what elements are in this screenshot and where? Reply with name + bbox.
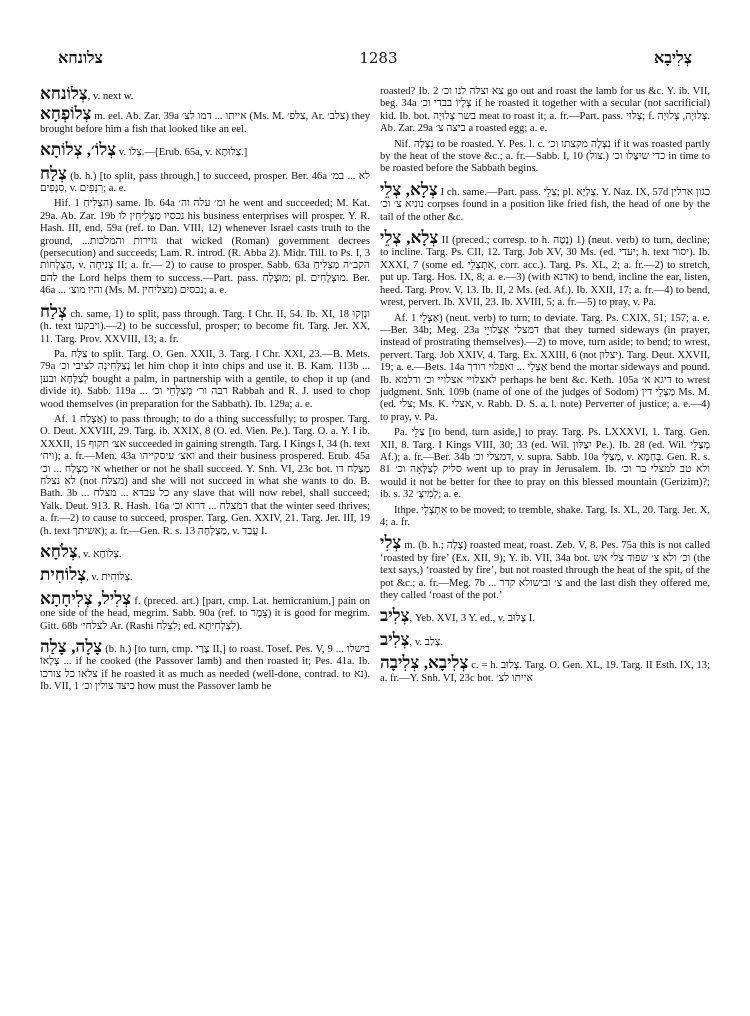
entry-definition: Nif. נִצְלָה to be roasted. Y. Pes. l. c. נִצְלָה מקצתו וכ׳ if it was roasted partly by the heat of the stove &c.; a. fr.—Sabb. I, 10 (צול.) כדי שיִצָּלוּ וכ׳ in time to be roasted before the Sabbath begins. [380,138,710,175]
entry-definition: I ch. same.—Part. pass. צְלֵי; pl. צְלַיָּא. Y. Naz. IX, 57d כגון ארלין נוניא צ׳ וכ׳ corpses found in a position like fried fish, the head of one by the tail of the other &c. [380,186,710,223]
dictionary-entry [380,655,710,685]
dictionary-entry [40,639,370,694]
dictionary-entry [380,608,710,625]
dictionary-entry [380,86,710,136]
entry-headword: צְלַח [40,301,67,321]
dictionary-entry [40,301,370,346]
entry-headword: צְלָא, צְלֵי [380,228,439,248]
entry-definition: Af. אַצְלַח 1) to pass through; to do a thing successfully; to prosper. Targ. O. Deut. XXVIII, 29. Targ. ib. XXIX, 8 (O. ed. Vien. Pe.). Targ. O. a. Y. I ib. XXXII, 15 אצ׳ תקוף succeeded in gaining strength. Targ. I Kings I, 34 (h. text ויח׳); a. fr.—Men. 43a ואצ׳ עיסקייהו and their business prospered. Erub. 45a אי מַצְלַח ... וכ׳ whether or not he shall succeed. Y. Snh. VI, 23c bot. מַצְלַח דו לא נצלח (not מצלח) and she will not succeed in what she wants to do. B. Bath. 3b ... כל עבדא ... מצלח any slave that will now rebel, shall succeed; Yalk. Deut. 913. R. Hash. 16a דמצלח ... דרוא וכ׳ that the winter seed thrives; a. fr.—2) to cause to succeed, prosper. Targ. Gen. XXIV, 21. Targ. Jer. III, 19 (h. text אשיתך); a. fr.—Gen. R. s. 13 מַצְלְחָה, v. עֲבַד I. [40,413,370,537]
dictionary-entry [40,544,370,561]
entry-headword: צְלוֹחִית [40,565,87,585]
entry-definition: , v. צְלוֹחִית. [86,572,133,584]
entry-definition: Hif. הִצְלִיחַ 1) same. Ib. 64a ומ׳ עלה וה׳ he went and succeeded; M. Kat. 29a. Ab. Zar. 19b נכסיו מַצְלִיחִין לו his business enterprises will prosper. Y. R. Hash. III, end, 59a (ref. to Dan. VIII, 12) whenever Israel casts truth to the ground, ...גזירות והמלכות that wicked (Roman) government decrees (persecution) and succeeds; Lam. R. introd. (R. Abba 2). Midr. Till. to Ps. I, 3 הַצְלָחוֹת, v. צְנִיחָה II; a. fr.— 2) to cause to prosper. Sabb. 63a הקב״ה מַצְלִיחַ להם the Lord helps them to success.—Part. pass. מוּצְלָח; pl. מוּצְלָחִים. Ber. 46a ... והיו מוצ׳ (Ms. M. מצליחין) נכסים; a. e. [40,198,370,297]
left-column [40,86,370,998]
page-header [58,44,692,72]
dictionary-entry [40,86,370,103]
entry-headword: צְלִיל, צְלִיחָתָא [40,588,132,608]
entry-headword: צְלוֹפְחָא [40,104,92,124]
dictionary-entry [40,414,370,538]
entry-headword: צְלוֹנחא [40,86,88,103]
entry-definition: v. צְלוֹ.—[Erub. 65a, v. צְלוּתָא.] [116,147,248,159]
entry-definition: c. = h. צְלוּב. Targ. O. Gen. XL, 19. Targ. II Esth. IX, 13; a. fr.—Y. Snh. VI, 23c bot. אייתו לצ׳ [380,660,710,684]
entry-definition: Pa. צַלַּח to split. Targ. O. Gen. XXII, 3. Targ. I Chr. XXI, 23.—B. Mets. 79a נְצַלְּחִינָה לציבי וכ׳ let him chop it into chips and use it. B. Kam. 113b ... לְצַלְּחָא ובען bought a palm, in partnership with a gentile, to chop it up (and divide it). Sabb. 119a ... רבה ור׳ מְצַלְּחֵי וכ׳ Rabbah and R. J. used to chop wood themselves (in preparation for the Sabbath). Ib. 129a; a. e. [40,348,370,410]
entry-headword: צְלֹחָא [40,542,78,561]
entry-definition: Pa. צַלֵּי [to bend, turn aside,] to pray. Targ. Ps. LXXXVI, 1. Targ. Gen. XII, 8. Targ. I Kings VIII, 30; 33 (ed. Wil. יִצַלּוּן Pe.). Ib. 28 (ed. Wil. מְצַלֵּי Af.); a. fr.—Ber. 34b דמצלי וכ׳, v. supra. Sabb. 10a מְצַלֵּי, v. בְּחַמָּא. Gen. R. s. 81 סליק לְצַלָּאָה וכ׳ went up to pray in Jerusalem. Ib. ולא טב למצלי בר וכ׳ would it not be better for thee to pray on this blessed mountain (Gerizim)?; ib. s. 32 לְמִיצָּ׳; a. e. [380,427,710,501]
dictionary-entry [380,230,710,309]
dictionary-entry [40,349,370,411]
dictionary-entry [380,139,710,176]
left-running-head: צלונחא [58,48,103,67]
entry-headword: צְלִי [380,533,402,553]
entry-definition: , Yeb. XVI, 3 Y. ed., v. צָלוּב I. [409,613,535,625]
dictionary-entry [380,535,710,602]
entry-headword: צְלָא, צְלֵי [380,179,438,199]
dictionary-entry [40,198,370,297]
entry-headword: צְלַח [40,163,67,183]
dictionary-entry [380,179,710,224]
entry-definition: ch. same, 1) to split, pass through. Targ. I Chr. II, 54. Ib. XI, 18 ונָזְקוּ (h. text ויבקעו).—2) to be successful, prosper; to become fit. Targ. Jer. XX, 11. Targ. Prov. XXVIII, 13; a. fr. [40,308,370,345]
entry-definition: m. (b. h.; צָלָה) roasted meat, roast. Zeb. V, 8. Pes. 75a this is not called ‘roasted by fire’ (Ex. XII, 9); Y. ib. VII, 34a bot. וכ׳ ולא צ׳ שפוד צלי אש (the text says,) ‘roasted by fire’, but not roasted through the heat of the spit, of the pot &c.; a. fr.—Meg. 7b ... צ׳ ובישולא קדר and the last dish they offered me, they called ‘roast of the pot.’ [380,540,710,602]
entry-definition: Af. אַצְלֵי 1) (neut. verb) to turn; to deviate. Targ. Ps. CXIX, 51; 157; a. e.—Ber. 34b; Meg. 23a דמצלי אַצְלוּיֵי that they turned sideways (in prayer, instead of prostrating themselves).—2) to move, turn aside; to bend; to wrest, pervert. Targ. Job XXIV, 4. Targ. Ex. XXIII, 6 (not יצלון). Targ. Deut. XXVII, 19; a. e.—Bets. 14a אַצְלֵי ... ואפלוי רודך bend the mortar sideways and pound. Ib. לאצלויי אצלויי וכ׳ ודלמא perhaps he bent &c. Keth. 105a דיגא א׳ to wrest judgment. Snh. 109b (name of one of the judges of Sodom) מַצְלֵי דין Ms. M. (ed. צלי; Ms. K. אצלי, v. Rabb. D. S. a. l. note) Perverter of justice; a. e.—4) to pray, v. Pa. [380,312,710,423]
entry-definition: II (preced.; corresp. to h. נָטָה) 1) (neut. verb) to turn, decline; to incline. Targ. Ps. CII, 12. Targ. Job XV, 30 Ms. (ed. יעדי; h. text יסור). Ib. XXXI, 7 (some ed. אִתְצְלֵי, corr. acc.). Targ. Ps. XL, 2; a. fr.—2) to stretch, put up. Targ. Hos. IX, 8; a. e.—3) (with אדנא) to bend, incline the ear, listen, heed. Targ. Prov. V, 13. Ib. II, 2 Ms. (ed. Af.). Ib. XXII, 17; a. fr.—4) to bend, wrest, pervert. Ib. XVII, 23. Ib. XVIII, 5; a. fr.—5) to pray, v. Pa. [380,235,710,309]
dictionary-entry [40,142,370,159]
dictionary-entry [380,505,710,530]
entry-headword: צְלִיב [380,629,410,649]
entry-headword: צְלוֹ׳, צְלוֹתָא [40,140,117,160]
right-running-head: צְלִיבָא [653,48,692,67]
dictionary-entry [380,313,710,425]
entry-headword: צְלִיב [380,606,410,626]
dictionary-entry [40,588,370,633]
entry-definition: , v. צְלַב. [409,636,443,648]
dictionary-entry [40,567,370,584]
entry-headword: צָלָה, צָלַה [40,637,103,657]
entry-definition: m. eel. Ab. Zar. 39a אייתו ... דמו לצ׳ (Ms. M. צלּפ׳, Ar. צלב׳) they brought before him a fish that looked like an eel. [40,111,370,135]
entry-definition: roasted? Ib. 2 צא וצלה לנו וכ׳ go out and roast the lamb for us &c. Y. ib. VII, beg. 34a צְלָיוֹ בבדי וכ׳ if he roasted it together with a secular (not sacrificial) kid. Ib. bot. בשר צְלוּיָה meat to roast it; a. fr.—Part. pass. צָלוּי; f. צְלוּיָה, צְלוּיָה. Ab. Zar. 29a ביצה צ׳ a roasted egg; a. e. [380,86,710,135]
dictionary-entry [380,629,710,649]
entry-headword: צְלִיבָא, צְלִיבָה [380,653,469,673]
entry-definition: Ithpe. אִתְצְלִי to be moved; to tremble, shake. Targ. Is. XL, 20. Targ. Jer. X, 4; a. fr. [380,504,710,528]
dictionary-entry [40,163,370,196]
entry-definition: , v. צְלוֹחָא. [77,549,122,560]
right-column [380,86,710,998]
dictionary-entry [40,106,370,136]
entry-definition: f. (preced. art.) [part, cmp. Lat. hemicranium,] pain on one side of the head, megrim. Sabb. 90a (ref. to צֵמֶר) it is good for megrim. Gitt. 68b לצלחי׳ Ar. (Rashi לִצְלַח; ed. לִצְלְחִיתָא). [40,595,370,632]
entry-definition: (b. h.) [to split, pass through,] to succeed, prosper. Ber. 46a לא ... במ׳ סִנָּפִים, v. רִנְּפִים; a. e. [40,170,370,195]
entry-definition: (b. h.) [to turn, cmp. צָרַי II,] to roast. Tosef. Pes. V, 9 ... בישלו ... צְלָאוֹ if he cooked (the Passover lamb) and then roasted it; Pes. 41a. Ib. צלאו כל צורכו if he roasted it as much as needed (well-done, contrad. to נא). Ib. VII, 1 כיצד צולין וכ׳ how must the Passover lamb be [40,644,370,693]
entry-definition: , v. next w. [87,91,134,102]
page-number: 1283 [359,49,398,67]
dictionary-entry [380,427,710,501]
